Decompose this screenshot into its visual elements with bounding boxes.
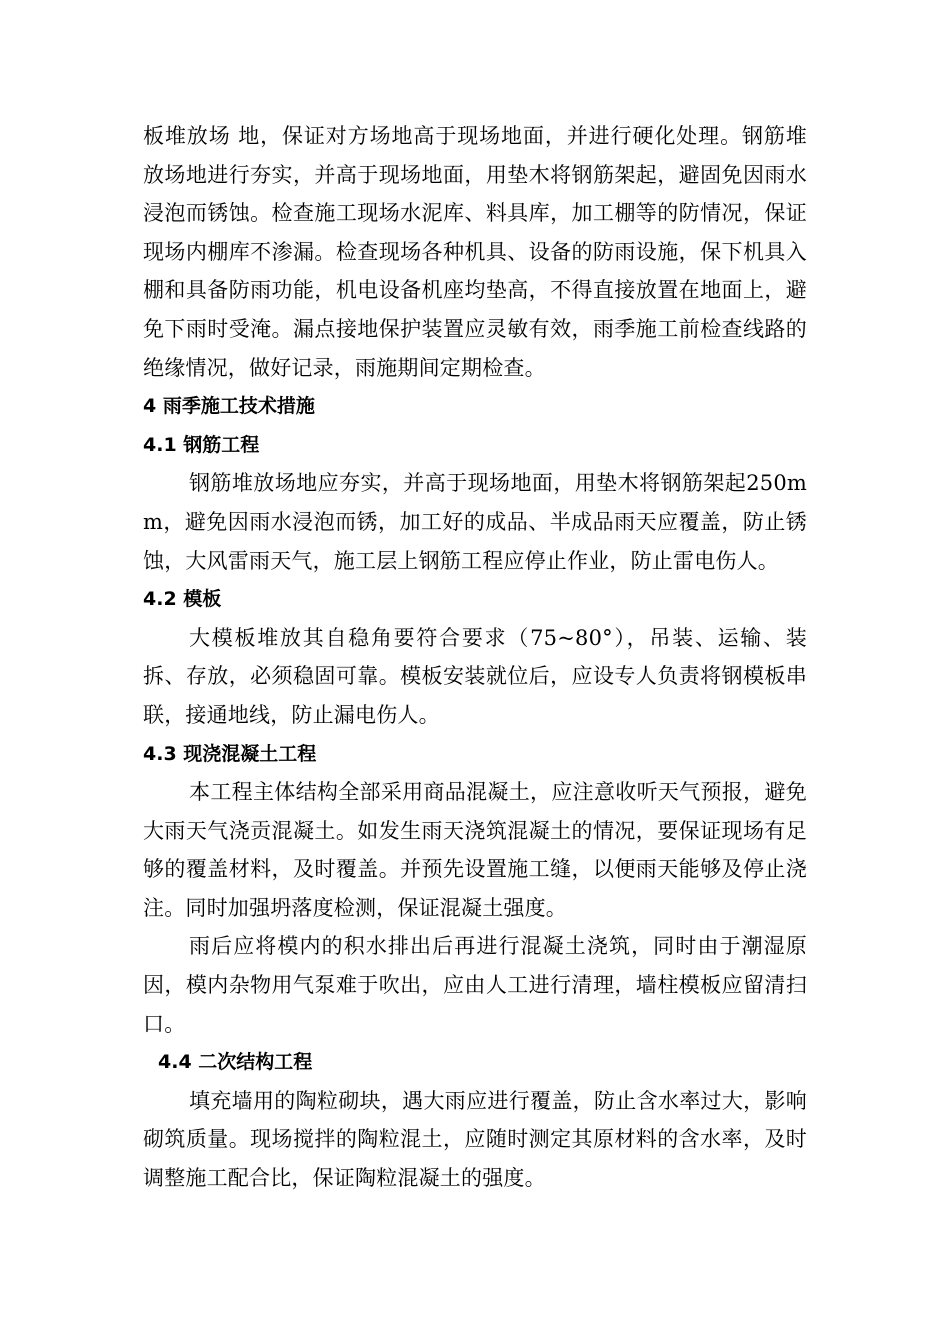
subsection-heading-secondary-structure: 4.4 二次结构工程 [158, 1051, 313, 1074]
paragraph-secondary-structure: 填充墙用的陶粒砌块，遇大雨应进行覆盖，防止含水率过大，影响砌筑质量。现场搅拌的陶粒混土，应随时测定其原材料的含水率，及时调整施工配合比，保证陶粒混凝土的强度。 [143, 1088, 807, 1191]
paragraph-rain-protection: 板堆放场 地，保证对方场地高于现场地面，并进行硬化处理。钢筋堆放场地进行夯实，并高于现场地面，用垫木将钢筋架起，避固免因雨水浸泡而锈蚀。检查施工现场水泥库、料具库，加工棚等的防情况，保证现场内棚库不渗漏。检查现场各种机具、设备的防雨设施，保下机具入棚和具备防雨功能，机电设备机座均垫高，不得直接放置在地面上，避免下雨时受淹。漏点接地保护装置应灵敏有效，雨季施工前检查线路的绝缘情况，做好记录，雨施期间定期检查。 [143, 124, 807, 380]
paragraph-concrete: 本工程主体结构全部采用商品混凝土，应注意收听天气预报，避免大雨天气浇贡混凝土。如发生雨天浇筑混凝土的情况，要保证现场有足够的覆盖材料，及时覆盖。并预先设置施工缝，以便雨天能够及停止浇注。同时加强坍落度检测，保证混凝土强度。 [143, 780, 807, 920]
subsection-heading-formwork: 4.2 模板 [143, 588, 222, 611]
section-heading-rain-measures: 4 雨季施工技术措施 [143, 395, 315, 418]
subsection-heading-concrete: 4.3 现浇混凝土工程 [143, 742, 317, 765]
paragraph-rebar: 钢筋堆放场地应夯实，并高于现场地面，用垫木将钢筋架起250mm，避免因雨水浸泡而锈，加工好的成品、半成品雨天应覆盖，防止锈蚀，大风雷雨天气，施工层上钢筋工程应停止作业，防止雷电伤人。 [143, 471, 807, 573]
paragraph-concrete-after-rain: 雨后应将模内的积水排出后再进行混凝土浇筑，同时由于潮湿原因，模内杂物用气泵难于吹出，应由人工进行清理，墙柱模板应留清扫口。 [143, 934, 807, 1036]
subsection-heading-rebar: 4.1 钢筋工程 [143, 433, 260, 456]
paragraph-formwork: 大模板堆放其自稳角要符合要求（75~80°），吊装、运输、装拆、存放，必须稳固可靠。模板安装就位后，应设专人负责将钢模板串联，接通地线，防止漏电伤人。 [143, 625, 807, 727]
document-body [143, 117, 807, 1198]
